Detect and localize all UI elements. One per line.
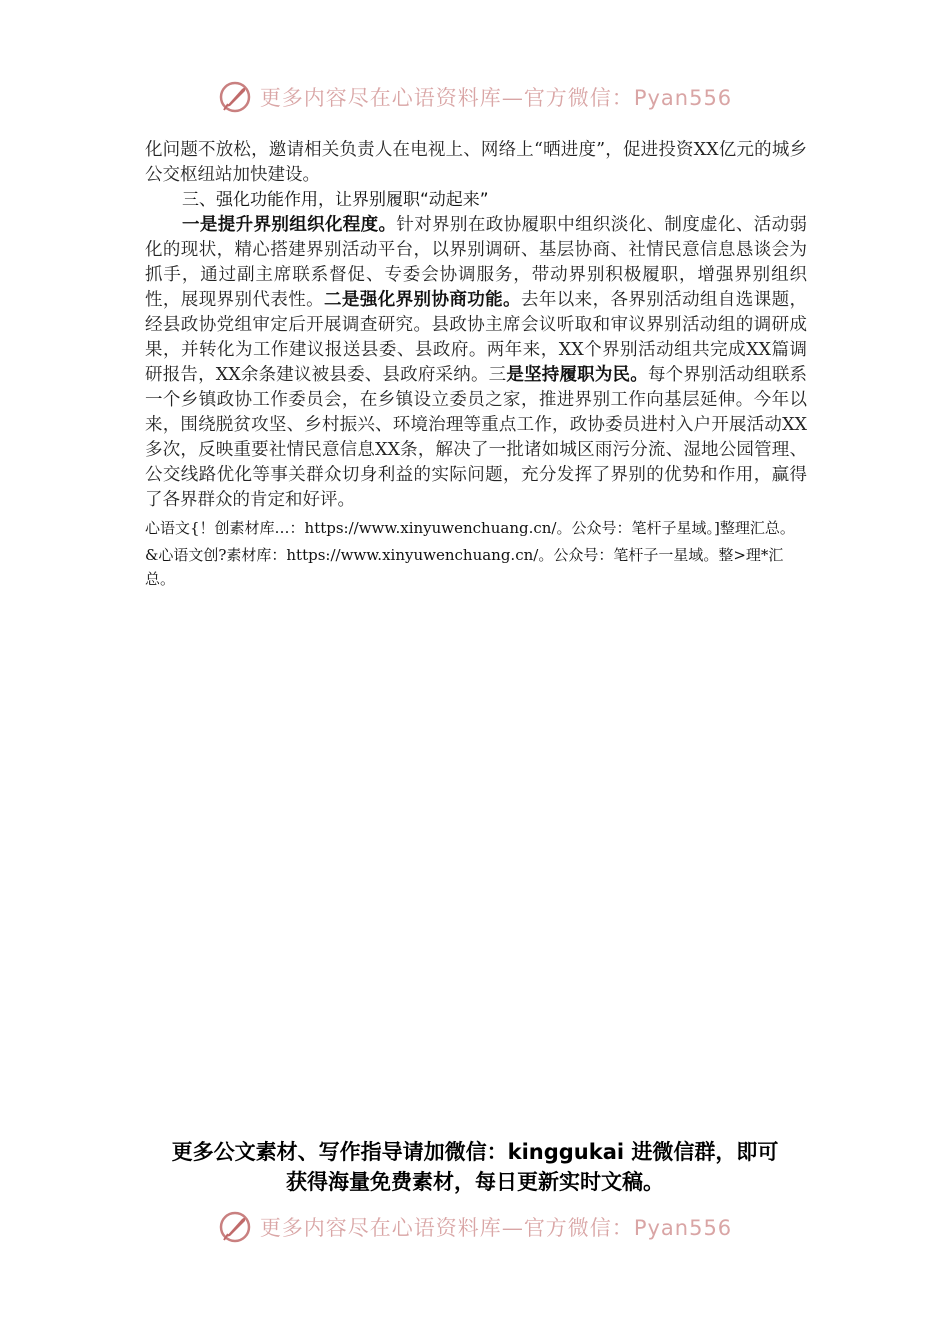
source-note-line1: 心语文{！创素材库…：https://www.xinyuwenchuang.cn/。公众号：笔杆子星域。]整理汇总。 [145, 519, 795, 537]
points-paragraph [145, 213, 807, 513]
quill-logo-icon [218, 1210, 252, 1244]
watermark-site: 更多内容尽在心语资料库 [259, 86, 502, 110]
watermark-text [260, 1212, 732, 1242]
point1-text: 针对界别在政协履职中组织淡化、制度虚化、活动弱化的现状，精心搭建界别活动平台，以界别调研、基层协商、社情民意信息恳谈会为抓手，通过副主席联系督促、专委会协调服务，带动界别积极履职，增强界别组织性，展现界别代表性。 [145, 215, 808, 310]
point3-prefix: 三 [488, 365, 507, 385]
footer-line1: 更多公文素材、写作指导请加微信：kinggukai 进微信群，即可 [171, 1140, 779, 1164]
footer-watermark [0, 1210, 950, 1244]
point2-lead: 二是强化界别协商功能。 [324, 290, 521, 310]
section-heading: 三、强化功能作用，让界别履职“动起来” [182, 190, 489, 210]
point1-lead: 一是提升界别组织化程度。 [182, 215, 397, 235]
footer-promo [0, 1137, 950, 1197]
watermark-wechat-label: 官方微信： [523, 86, 634, 110]
point3-text: 每个界别活动组联系一个乡镇政协工作委员会，在乡镇设立委员之家，推进界别工作向基层延伸。今年以来，围绕脱贫攻坚、乡村振兴、环境治理等重点工作，政协委员进村入户开展活动XX多次，反映重要社情民意信息XX条，解决了一批诸如城区雨污分流、湿地公园管理、公交线路优化等事关群众切身利益的实际问题，充分发挥了界别的优势和作用，赢得了各界群众的肯定和好评。 [145, 365, 808, 510]
quill-logo-icon [218, 80, 252, 114]
continued-paragraph: 化问题不放松，邀请相关负责人在电视上、网络上“晒进度”，促进投资XX亿元的城乡公交枢纽站加快建设。 [145, 140, 807, 185]
watermark-wechat-label: 官方微信： [523, 1216, 634, 1240]
document-body [145, 138, 807, 591]
watermark-separator: — [501, 1216, 524, 1240]
point3-lead: 是坚持履职为民。 [506, 365, 648, 385]
watermark-separator: — [501, 86, 524, 110]
watermark-text [260, 82, 732, 112]
point2-text: 去年以来，各界别活动组自选课题，经县政协党组审定后开展调查研究。县政协主席会议听取和审议界别活动组的调研成果，并转化为工作建议报送县委、县政府。两年来，XX个界别活动组共完成XX篇调研报告，XX余条建议被县委、县政府采纳。 [145, 290, 808, 385]
watermark-site: 更多内容尽在心语资料库 [259, 1216, 502, 1240]
watermark-wechat-id: Pyan556 [633, 86, 733, 110]
header-watermark [0, 80, 950, 114]
source-note-line2: &心语文创?素材库：https://www.xinyuwenchuang.cn/。公众号：笔杆子一星域。整>理*汇总。 [145, 546, 784, 588]
footer-line2: 获得海量免费素材，每日更新实时文稿。 [286, 1170, 664, 1194]
watermark-wechat-id: Pyan556 [633, 1216, 733, 1240]
